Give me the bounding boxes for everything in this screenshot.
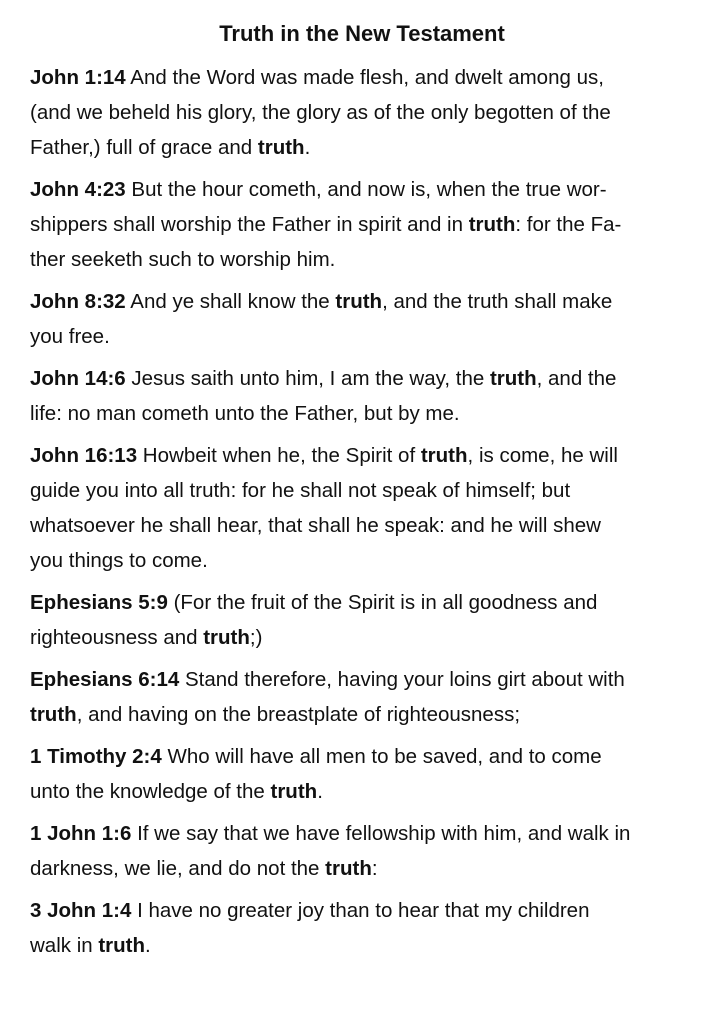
verse-line [30,774,694,809]
verse-text: ther seeketh such to worship him. [30,248,336,271]
verse-line [30,508,694,543]
verse-paragraph [30,739,694,809]
keyword-truth: truth [98,934,146,957]
verse-text: guide you into all truth: for he shall not speak of himself; but [30,479,571,502]
verse-text: (For the fruit of the Spirit is in all goodness and [167,591,598,614]
verse-line [30,543,694,578]
verse-line [30,396,694,431]
verse-reference: John 1:14 [30,66,126,89]
verse-text: Howbeit when he, the Spirit of [137,444,421,467]
verse-text: , and the [536,367,617,390]
verse-reference: 3 John 1:4 [30,899,132,922]
verse-line [30,697,694,732]
verse-line [30,95,694,130]
keyword-truth: truth [420,444,468,467]
verse-reference: Ephesians 6:14 [30,668,180,691]
verse-line [30,284,694,319]
verse-text: you things to come. [30,549,208,572]
verse-line [30,242,694,277]
verse-reference: John 16:13 [30,444,138,467]
keyword-truth: truth [468,213,516,236]
verse-text: , is come, he will [467,444,618,467]
verse-line [30,130,694,165]
verse-text: walk in [30,934,99,957]
verse-line [30,319,694,354]
keyword-truth: truth [203,626,250,649]
verse-paragraph [30,361,694,431]
verse-text: And the Word was made flesh, and dwelt among us, [125,66,604,89]
verse-reference: 1 Timothy 2:4 [30,745,162,768]
verse-text: And ye shall know the [125,290,336,313]
verse-text: . [317,780,323,803]
verse-paragraph [30,816,694,886]
verse-text: life: no man cometh unto the Father, but by me. [30,402,460,425]
verse-paragraph [30,172,694,277]
verse-reference: John 14:6 [30,367,126,390]
verse-line [30,473,694,508]
verse-reference: Ephesians 5:9 [30,591,168,614]
keyword-truth: truth [30,703,77,726]
verse-text: you free. [30,325,110,348]
verse-text: Jesus saith unto him, I am the way, the [125,367,490,390]
verse-line [30,928,694,963]
page-title: Truth in the New Testament [219,21,505,46]
verse-text: Stand therefore, having your loins girt about with [179,668,625,691]
verse-text: unto the knowledge of the [30,780,271,803]
verse-text: But the hour cometh, and now is, when the true wor- [125,178,607,201]
keyword-truth: truth [325,857,372,880]
verse-text: I have no greater joy than to hear that my children [131,899,590,922]
verse-line [30,60,694,95]
verse-paragraph [30,438,694,578]
keyword-truth: truth [335,290,383,313]
verse-text: righteousness and [30,626,204,649]
verse-line [30,851,694,886]
verse-paragraph [30,284,694,354]
verse-line [30,438,694,473]
verse-reference: John 4:23 [30,178,126,201]
verse-list [30,60,694,963]
verse-line [30,620,694,655]
verse-text: (and we beheld his glory, the glory as of the only begotten of the [30,101,611,124]
verse-reference: John 8:32 [30,290,126,313]
verse-line [30,816,694,851]
verse-text: : [371,857,378,880]
verse-line [30,361,694,396]
verse-line [30,172,694,207]
verse-text: , and having on the breastplate of righteousness; [76,703,521,726]
verse-paragraph [30,662,694,732]
verse-reference: 1 John 1:6 [30,822,132,845]
verse-text: ;) [249,626,263,649]
verse-text: Father,) full of grace and [30,136,258,159]
verse-paragraph [30,585,694,655]
verse-line [30,739,694,774]
verse-line [30,662,694,697]
verse-text: whatsoever he shall hear, that shall he speak: and he will shew [30,514,601,537]
verse-text: . [145,934,151,957]
verse-text: . [304,136,311,159]
verse-text: shippers shall worship the Father in spirit and in [30,213,469,236]
verse-text: Who will have all men to be saved, and to come [161,745,602,768]
verse-line [30,207,694,242]
verse-text: , and the truth shall make [382,290,613,313]
verse-text: darkness, we lie, and do not the [30,857,326,880]
verse-paragraph [30,893,694,963]
verse-text: : for the Fa- [515,213,622,236]
keyword-truth: truth [270,780,318,803]
verse-paragraph [30,60,694,165]
keyword-truth: truth [257,136,305,159]
verse-text: If we say that we have fellowship with him, and walk in [131,822,631,845]
keyword-truth: truth [489,367,537,390]
verse-line [30,585,694,620]
verse-line [30,893,694,928]
